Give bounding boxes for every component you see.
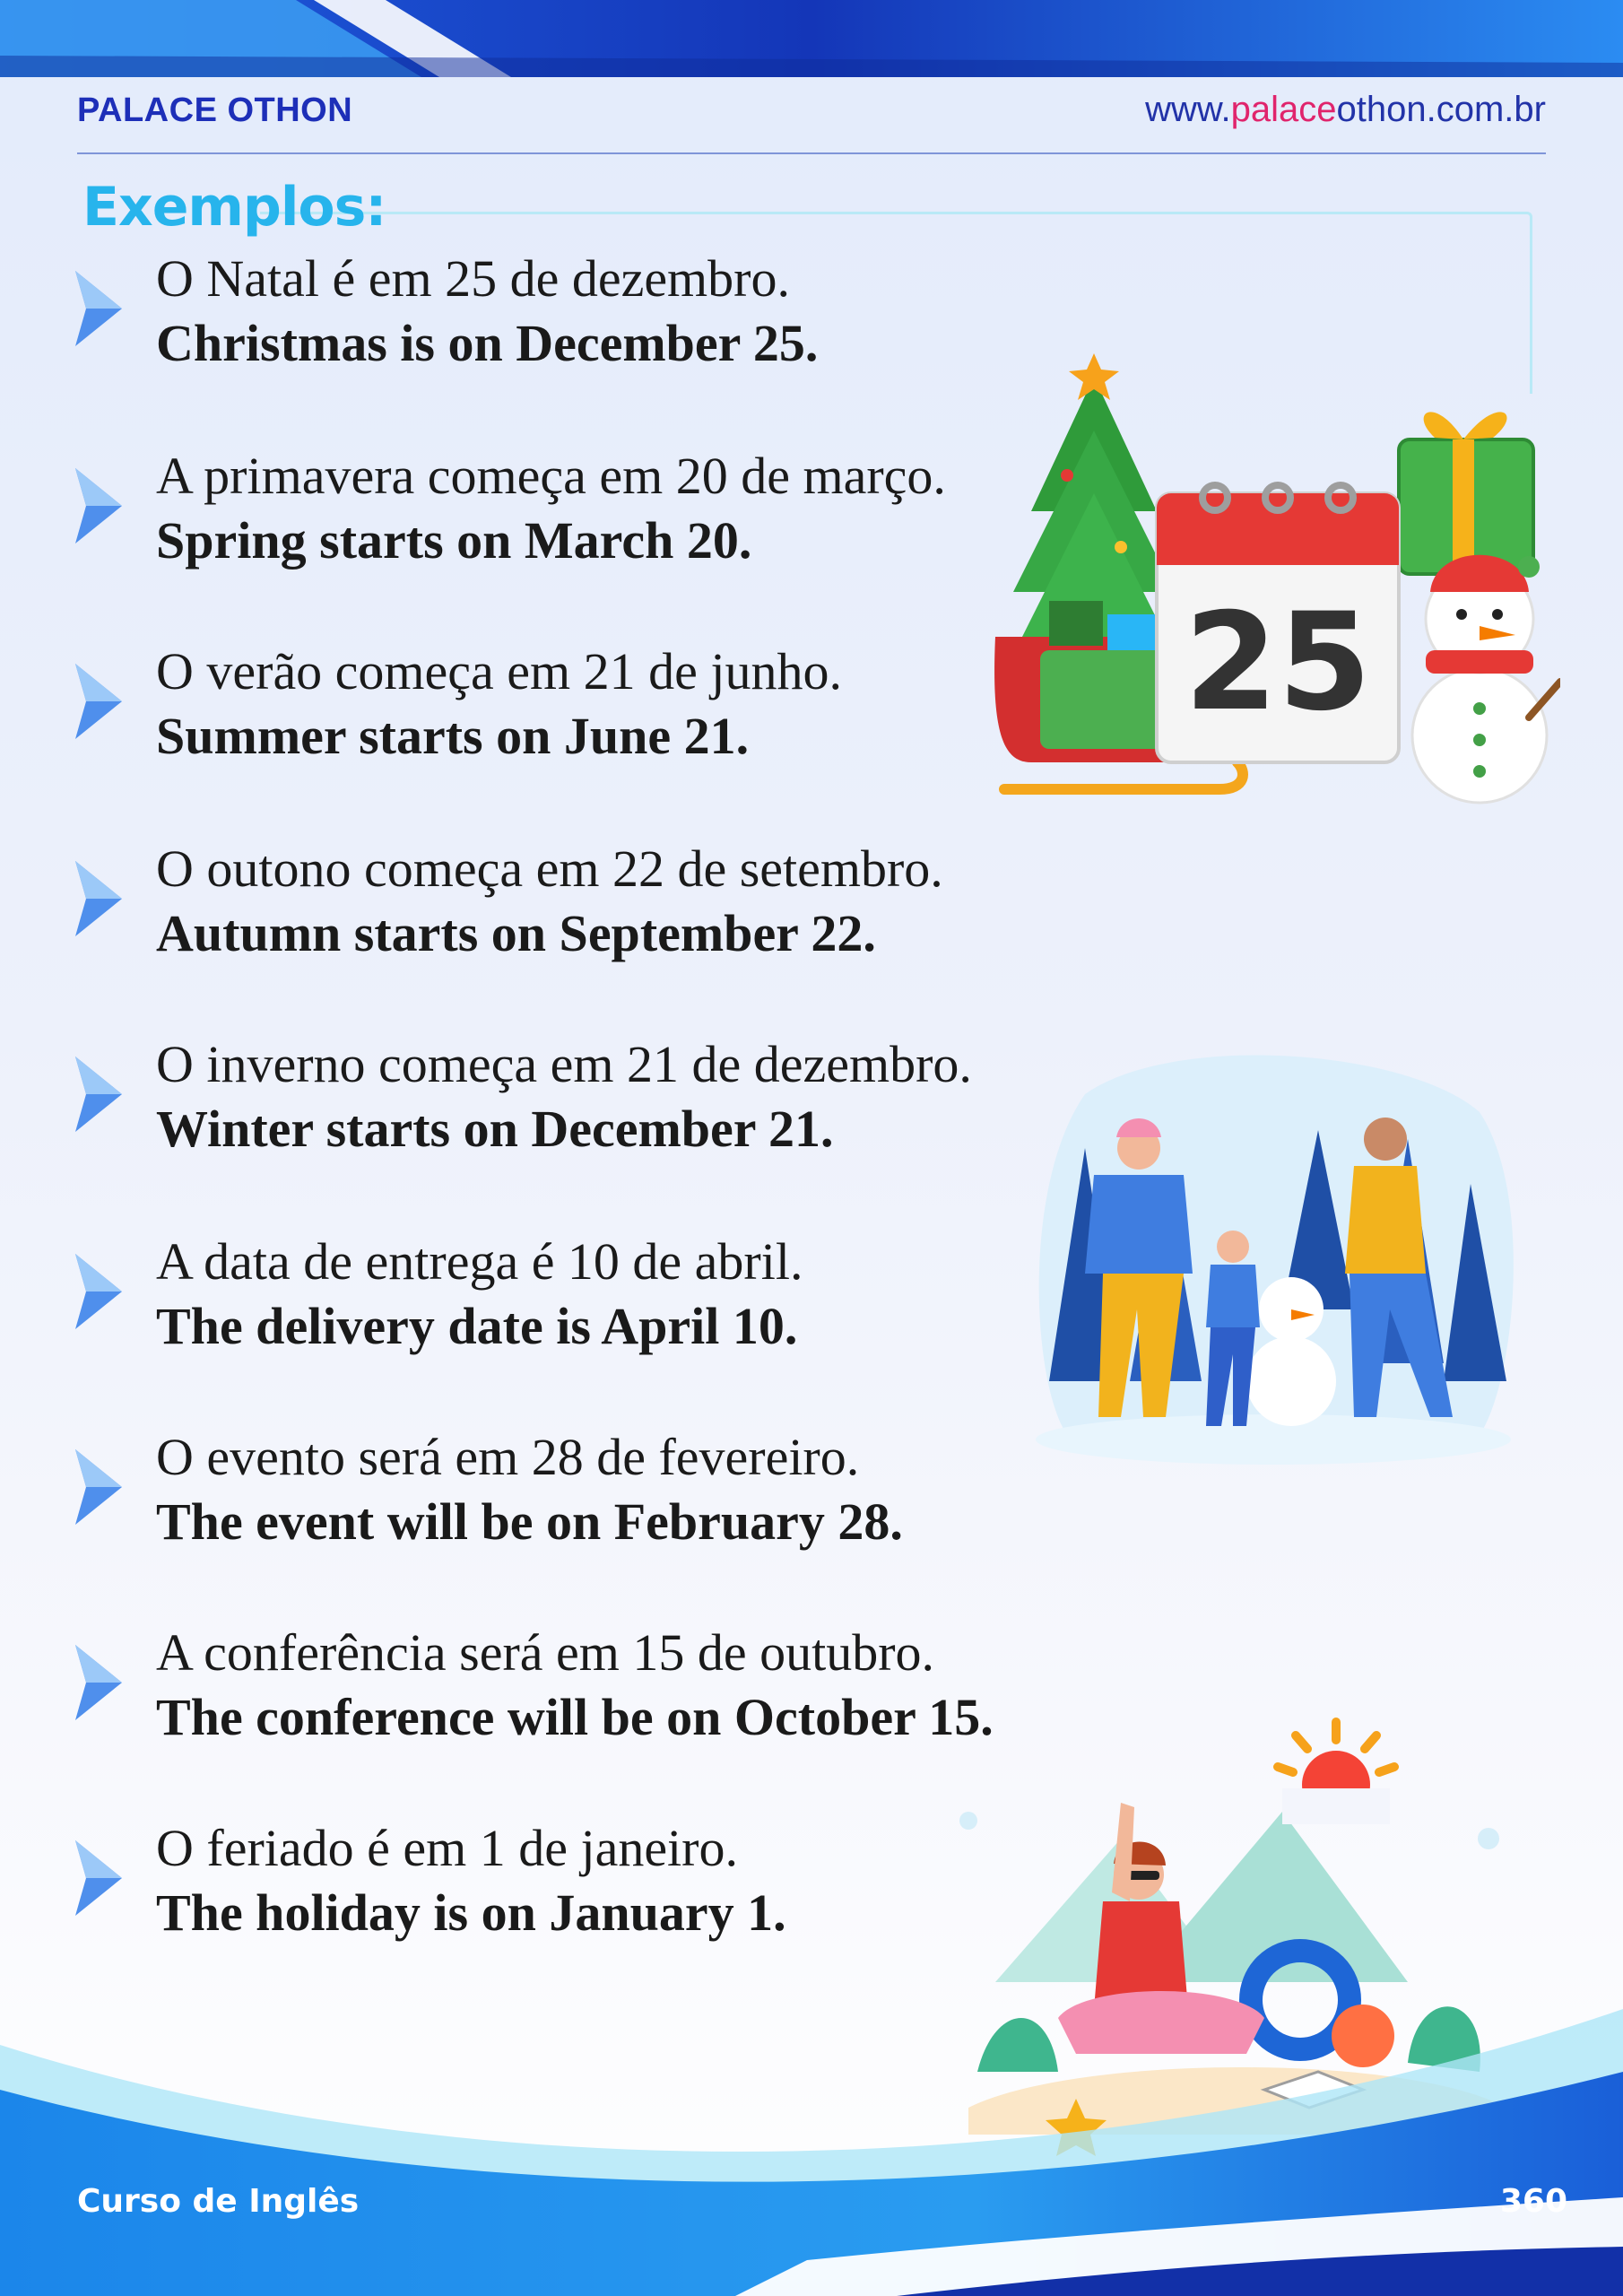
bullet-arrow-icon	[70, 267, 126, 350]
brand-name: PALACE OTHON	[77, 91, 353, 129]
bullet-arrow-icon	[70, 1053, 126, 1135]
example-item	[70, 640, 1128, 784]
example-portuguese: O feriado é em 1 de janeiro.	[156, 1819, 738, 1877]
course-name: Curso de Inglês	[77, 2183, 360, 2220]
example-english: The conference will be on October 15.	[156, 1688, 994, 1746]
example-portuguese: O inverno começa em 21 de dezembro.	[156, 1035, 972, 1093]
winter-family-snowman-illustration	[1031, 1040, 1515, 1471]
bottom-decorative-band	[0, 1991, 1623, 2296]
bullet-arrow-icon	[70, 465, 126, 547]
example-english: Autumn starts on September 22.	[156, 904, 876, 962]
section-title: Exemplos:	[82, 176, 386, 239]
christmas-calendar-illustration	[977, 341, 1560, 825]
example-item	[70, 838, 1128, 981]
example-english: Summer starts on June 21.	[156, 707, 750, 765]
example-portuguese: A data de entrega é 10 de abril.	[156, 1232, 803, 1291]
website-suffix: othon.com.br	[1336, 90, 1546, 129]
calendar-day-number: 25	[1184, 585, 1372, 741]
bullet-arrow-icon	[70, 1446, 126, 1528]
bullet-arrow-icon	[70, 857, 126, 940]
example-portuguese: O evento será em 28 de fevereiro.	[156, 1428, 860, 1486]
bullet-arrow-icon	[70, 660, 126, 743]
website-accent: palace	[1230, 90, 1337, 129]
example-item	[70, 1033, 1128, 1177]
example-english: Spring starts on March 20.	[156, 511, 752, 570]
example-portuguese: A conferência será em 15 de outubro.	[156, 1623, 935, 1682]
bullet-arrow-icon	[70, 1250, 126, 1333]
bullet-arrow-icon	[70, 1641, 126, 1724]
bullet-arrow-icon	[70, 1837, 126, 1919]
website-prefix: www.	[1145, 90, 1231, 129]
example-item	[70, 1426, 1128, 1570]
example-portuguese: O Natal é em 25 de dezembro.	[156, 249, 790, 308]
example-item	[70, 1231, 1128, 1374]
example-item	[70, 445, 1128, 588]
page-number: 360	[1499, 2183, 1567, 2220]
example-english: The event will be on February 28.	[156, 1492, 903, 1551]
example-portuguese: A primavera começa em 20 de março.	[156, 447, 946, 505]
example-portuguese: O outono começa em 22 de setembro.	[156, 839, 943, 898]
example-english: The holiday is on January 1.	[156, 1883, 786, 1942]
example-portuguese: O verão começa em 21 de junho.	[156, 642, 842, 700]
example-english: The delivery date is April 10.	[156, 1297, 798, 1355]
example-english: Winter starts on December 21.	[156, 1100, 834, 1158]
example-item	[70, 248, 1128, 391]
example-english: Christmas is on December 25.	[156, 314, 819, 372]
